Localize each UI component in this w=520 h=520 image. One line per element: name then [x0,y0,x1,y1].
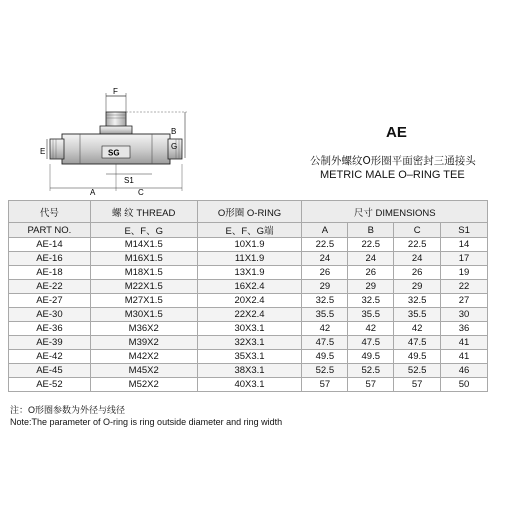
cell-dim-s1: 36 [441,322,488,336]
note-cn: 注：O形圈参数为外径与线径 [10,405,126,415]
cell-dim-b: 22.5 [348,238,394,252]
cell-dim-b: 26 [348,266,394,280]
cell-dim-a: 22.5 [302,238,348,252]
cell-part-no: AE-39 [9,336,91,350]
header-oring-sub: E、F、G端 [197,223,302,238]
cell-dim-b: 57 [348,378,394,392]
cell-oring: 13X1.9 [197,266,302,280]
cell-thread: M22X1.5 [90,280,197,294]
dim-a-label: A [90,188,96,197]
sg-stamp-label: SG [108,148,120,158]
cell-dim-c: 26 [394,266,441,280]
cell-dim-s1: 19 [441,266,488,280]
cell-dim-a: 35.5 [302,308,348,322]
table-row [9,308,488,322]
cell-oring: 22X2.4 [197,308,302,322]
cell-dim-s1: 27 [441,294,488,308]
cell-part-no: AE-16 [9,252,91,266]
cell-dim-a: 42 [302,322,348,336]
cell-oring: 30X3.1 [197,322,302,336]
product-title-en: METRIC MALE O–RING TEE [320,169,465,181]
cell-dim-c: 47.5 [394,336,441,350]
table-row [9,350,488,364]
table-row [9,378,488,392]
cell-thread: M27X1.5 [90,294,197,308]
spec-table [8,200,488,392]
cell-dim-a: 29 [302,280,348,294]
header-part-cn: 代号 [9,201,91,223]
tee-fitting-drawing [40,88,190,198]
header-thread-sub: E、F、G [90,223,197,238]
table-row [9,336,488,350]
cell-thread: M16X1.5 [90,252,197,266]
cell-dim-b: 42 [348,322,394,336]
cell-dim-b: 35.5 [348,308,394,322]
cell-thread: M36X2 [90,322,197,336]
cell-part-no: AE-22 [9,280,91,294]
cell-thread: M18X1.5 [90,266,197,280]
cell-oring: 16X2.4 [197,280,302,294]
cell-part-no: AE-14 [9,238,91,252]
cell-thread: M14X1.5 [90,238,197,252]
cell-dim-s1: 22 [441,280,488,294]
table-row [9,252,488,266]
header-s1: S1 [441,223,488,238]
cell-dim-s1: 41 [441,350,488,364]
cell-dim-c: 22.5 [394,238,441,252]
header-part-en: PART NO. [9,223,91,238]
notes [10,405,282,428]
table-row [9,266,488,280]
cell-dim-c: 52.5 [394,364,441,378]
dim-f-label: F [113,88,118,96]
header-oring: O形圈 O-RING [197,201,302,223]
cell-dim-c: 29 [394,280,441,294]
cell-thread: M39X2 [90,336,197,350]
cell-oring: 40X3.1 [197,378,302,392]
cell-dim-c: 42 [394,322,441,336]
cell-oring: 32X3.1 [197,336,302,350]
cell-oring: 35X3.1 [197,350,302,364]
header-c: C [394,223,441,238]
cell-part-no: AE-27 [9,294,91,308]
cell-dim-c: 57 [394,378,441,392]
product-code: AE [386,124,407,141]
cell-part-no: AE-45 [9,364,91,378]
dim-b-label: B [171,127,177,136]
cell-oring: 10X1.9 [197,238,302,252]
header-thread: 螺 纹 THREAD [90,201,197,223]
spec-table-body [9,238,488,392]
cell-dim-s1: 46 [441,364,488,378]
cell-dim-b: 49.5 [348,350,394,364]
cell-dim-a: 47.5 [302,336,348,350]
table-row [9,322,488,336]
cell-oring: 20X2.4 [197,294,302,308]
cell-dim-b: 24 [348,252,394,266]
cell-dim-c: 35.5 [394,308,441,322]
header-dimensions: 尺寸 DIMENSIONS [302,201,488,223]
cell-thread: M52X2 [90,378,197,392]
cell-dim-s1: 17 [441,252,488,266]
table-row [9,294,488,308]
cell-dim-s1: 30 [441,308,488,322]
table-row [9,364,488,378]
cell-dim-a: 57 [302,378,348,392]
cell-dim-b: 29 [348,280,394,294]
cell-oring: 11X1.9 [197,252,302,266]
cell-dim-b: 47.5 [348,336,394,350]
dim-g-label: G [171,142,178,151]
dim-s1-label: S1 [124,176,134,185]
cell-dim-c: 32.5 [394,294,441,308]
note-en: Note:The parameter of O-ring is ring outside diameter and ring width [10,416,283,427]
table-row [9,280,488,294]
dim-c-label: C [138,188,144,197]
cell-oring: 38X3.1 [197,364,302,378]
product-title-cn: 公制外螺纹O形圈平面密封三通接头 [310,155,476,167]
header-b: B [348,223,394,238]
cell-thread: M42X2 [90,350,197,364]
header-a: A [302,223,348,238]
cell-thread: M45X2 [90,364,197,378]
cell-thread: M30X1.5 [90,308,197,322]
cell-dim-a: 24 [302,252,348,266]
cell-dim-s1: 41 [441,336,488,350]
cell-part-no: AE-52 [9,378,91,392]
cell-dim-c: 49.5 [394,350,441,364]
cell-part-no: AE-18 [9,266,91,280]
cell-part-no: AE-36 [9,322,91,336]
cell-part-no: AE-30 [9,308,91,322]
cell-dim-s1: 14 [441,238,488,252]
cell-dim-c: 24 [394,252,441,266]
cell-dim-b: 32.5 [348,294,394,308]
cell-dim-a: 52.5 [302,364,348,378]
dim-e-label: E [40,147,46,156]
cell-dim-a: 32.5 [302,294,348,308]
cell-dim-b: 52.5 [348,364,394,378]
table-row [9,238,488,252]
cell-dim-a: 49.5 [302,350,348,364]
cell-part-no: AE-42 [9,350,91,364]
cell-dim-a: 26 [302,266,348,280]
cell-dim-s1: 50 [441,378,488,392]
